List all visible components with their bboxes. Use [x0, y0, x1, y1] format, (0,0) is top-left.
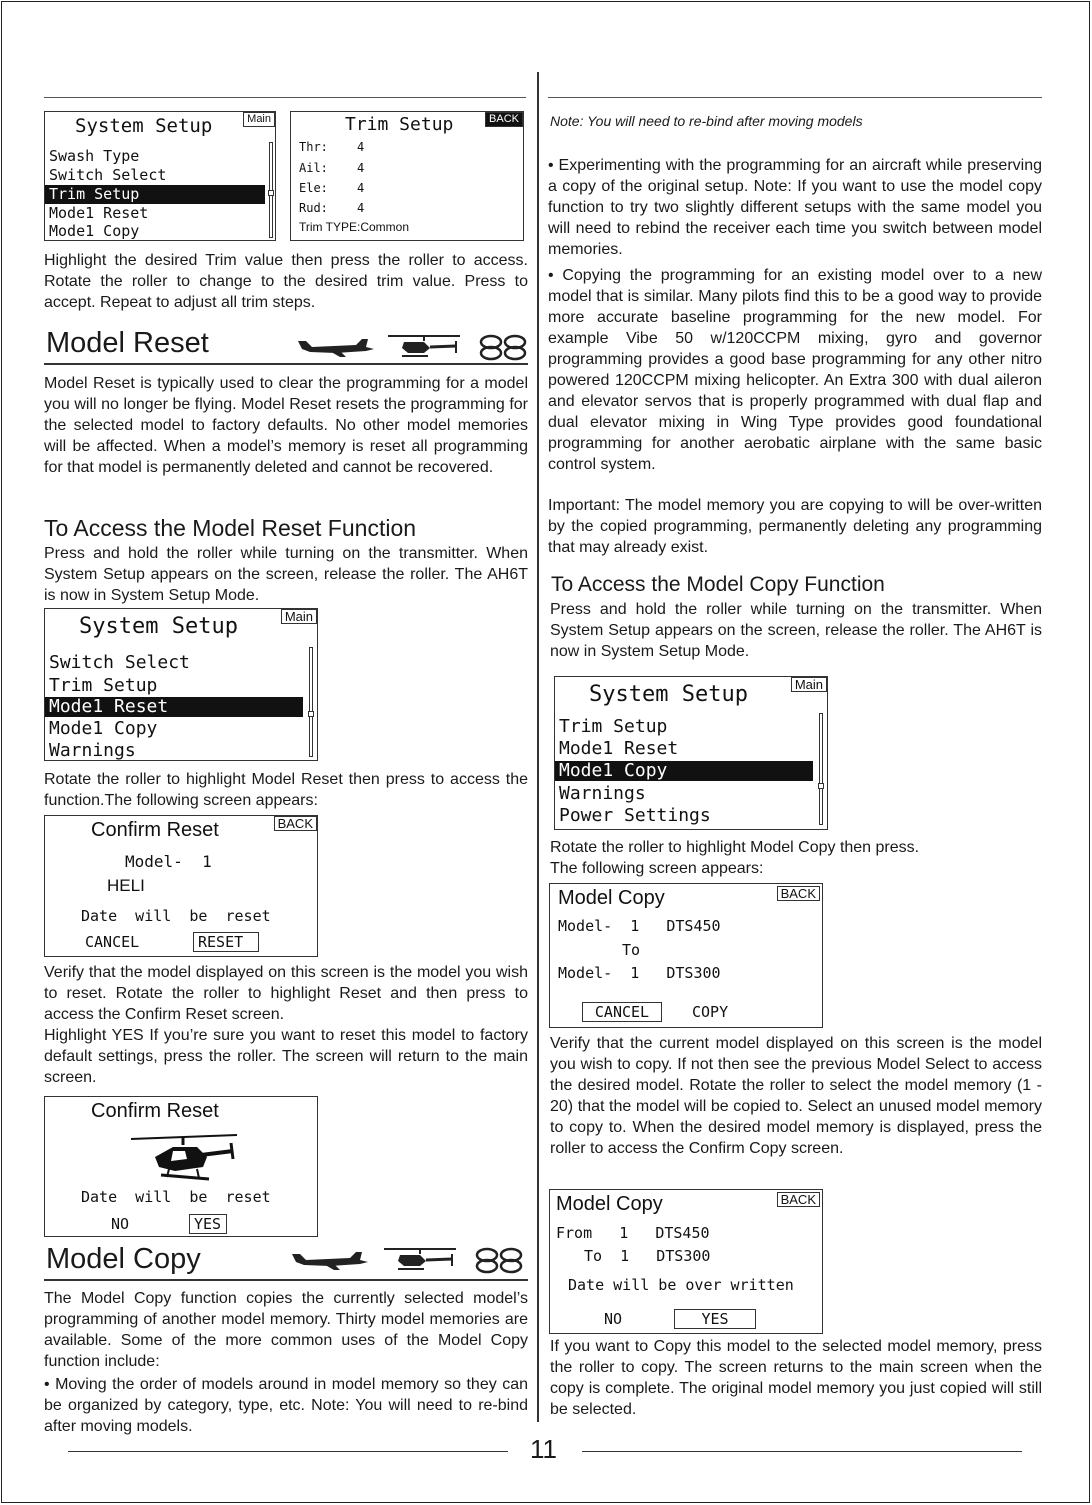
menu-item: Switch Select [49, 652, 190, 673]
no-option: NO [604, 1310, 623, 1328]
to-label: To [622, 941, 641, 959]
system-setup-screen-1 [44, 111, 276, 241]
model-reset-rotate-text: Rotate the roller to highlight Model Reset then press to access the function.The following screen appears: [44, 771, 528, 809]
source-model: Model- 1 DTS450 [558, 917, 721, 935]
menu-item: Warnings [49, 740, 136, 761]
trim-label-ele: Ele: [299, 181, 328, 195]
model-reset-access-text: Press and hold the roller while turning on the transmitter. When System Setup appears on the screen, release the roller. The AH6T is now in System Setup Mode. [44, 545, 528, 604]
trim-description: Highlight the desired Trim value then press the roller to access. Rotate the roller to change to the desired trim value. Press to accept. Repeat to adjust all trim steps. [44, 252, 528, 311]
menu-item: Mode1 Reset [559, 738, 679, 759]
confirm-reset-screen-1 [44, 815, 318, 957]
rebind-note: Note: You will need to re-bind after moving models [550, 113, 863, 129]
back-tag: BACK [485, 112, 523, 127]
screen-title: System Setup [589, 682, 748, 707]
model-copy-access-heading: To Access the Model Copy Function [551, 573, 885, 596]
screen-title: System Setup [79, 614, 238, 639]
menu-item: Trim Setup [559, 716, 668, 737]
model-copy-rotate-text [550, 837, 1042, 879]
model-copy-bullet-3: • Copying the programming for an existing model over to a new model that is similar. Many pilots find this to be a good way to provide more accurate baseline programming for the new model. For example Vibe 50 w/120CCPM mixing, gyro and governor programming provides a good base programming for any other nitro powered 120CCPM mixing helicopter. An Extra 300 with dual aileron and elevator servos that is properly programmed with dual flap and dual elevator mixing in Wing Type provides good foundational programming for another aerobatic airplane with the same basic control system. [548, 267, 1042, 473]
main-tag: Main [791, 677, 827, 692]
screen-title: Trim Setup [345, 114, 454, 135]
menu-item: Swash Type [49, 147, 140, 165]
model-copy-bullet-1: • Moving the order of models around in model memory so they can be organized by category, type, etc. Note: You will need to re-bind after moving models. [44, 1376, 528, 1435]
verify-paragraph-2: Highlight YES If you’re sure you want to reset this model to factory default settings, press the roller. The screen will return to the main screen. [44, 1027, 528, 1086]
main-tag: Main [281, 609, 317, 624]
helicopter-graphic-icon [125, 1131, 243, 1187]
model-reset-intro: Model Reset is typically used to clear the programming for a model you will no longer be flying. Model Reset resets the programming for the selected model to factory defaults. No other model memories will be affected. When a model’s memory is reset all programming for that model is permanently deleted and cannot be recovered. [44, 375, 528, 476]
reset-warning: Date will be reset [81, 1188, 271, 1206]
back-tag: BACK [274, 816, 317, 831]
scroll-knob [308, 711, 314, 717]
reset-warning: Date will be reset [81, 907, 271, 925]
system-setup-screen-2 [44, 608, 318, 761]
reset-option: RESET [193, 932, 259, 952]
menu-item: Warnings [559, 783, 646, 804]
trim-label-ail: Ail: [299, 161, 328, 175]
scrollbar [819, 713, 823, 825]
scrollbar [309, 647, 313, 757]
model-copy-underline [44, 1279, 528, 1281]
menu-item: Mode1 Copy [49, 222, 140, 240]
target-model: Model- 1 DTS300 [558, 964, 721, 982]
screen-title: System Setup [75, 115, 213, 137]
quadcopter-icon [478, 333, 528, 361]
model-copy-verify-text: Verify that the current model displayed on this screen is the model you wish to copy. If not then see the previous Model Select to access the desired model. Rotate the roller to select the model memory (1 - 20) that the model will be copied to. Select an unused model memory to copy to. When the desired model memory is displayed, press the roller to access the Confirm Copy screen. [550, 1035, 1042, 1157]
top-rule-right [548, 97, 1042, 98]
footer-rule-left [68, 1451, 508, 1452]
page-number: 11 [530, 1434, 557, 1464]
column-divider [537, 72, 539, 1422]
confirm-reset-screen-2 [44, 1096, 318, 1237]
model-reset-access-heading: To Access the Model Reset Function [44, 515, 417, 541]
yes-option: YES [189, 1214, 227, 1234]
airplane-icon [296, 335, 376, 359]
trim-value-ele: 4 [357, 181, 365, 195]
yes-option: YES [674, 1309, 756, 1329]
model-copy-screen-1 [549, 883, 823, 1028]
scroll-knob [268, 190, 274, 196]
menu-item-selected: Mode1 Copy [555, 761, 813, 781]
trim-setup-screen [290, 111, 524, 241]
back-tag: BACK [777, 886, 820, 901]
model-copy-bullet-2: • Experimenting with the programming for an aircraft while preserving a copy of the original setup. Note: If you want to use the model copy function to try two slightly different setups with the same model you will need to rebind the receiver each time you switch between model memories. [548, 157, 1042, 258]
model-copy-heading: Model Copy [46, 1243, 201, 1275]
footer-rule-right [582, 1451, 1022, 1452]
scroll-knob [818, 783, 824, 789]
model-reset-underline [44, 363, 528, 365]
model-copy-intro: The Model Copy function copies the currently selected model’s programming of another model memory. Thirty model memories are available. Some of the more common uses of the Model Copy function include: [44, 1290, 528, 1370]
back-tag: BACK [777, 1192, 820, 1207]
model-copy-screen-2 [549, 1189, 823, 1334]
trim-value-ail: 4 [357, 161, 365, 175]
menu-item: Mode1 Copy [49, 718, 158, 739]
main-tag: Main [243, 112, 275, 127]
overwrite-warning: Date will be over written [568, 1276, 794, 1294]
trim-value-thr: 4 [357, 140, 365, 154]
menu-item: Mode1 Reset [49, 204, 149, 222]
rotate-line-2: The following screen appears: [550, 860, 764, 877]
from-model: From 1 DTS450 [556, 1224, 710, 1242]
model-type: HELI [107, 876, 145, 895]
cancel-option: CANCEL [582, 1002, 662, 1022]
to-model: To 1 DTS300 [584, 1247, 711, 1265]
menu-item-selected: Mode1 Reset [45, 697, 303, 717]
helicopter-icon [380, 1246, 460, 1272]
verify-paragraph-1: Verify that the model displayed on this screen is the model you wish to reset. Rotate the roller to highlight Reset and then press to access the Confirm Reset screen. [44, 964, 528, 1023]
top-rule-left [44, 97, 526, 98]
screen-title: Model Copy [556, 1193, 663, 1215]
model-reset-heading: Model Reset [46, 327, 209, 359]
menu-item: Switch Select [49, 166, 167, 184]
screen-title: Confirm Reset [91, 1100, 219, 1122]
trim-label-rud: Rud: [299, 201, 328, 215]
model-reset-verify-text [44, 962, 528, 1088]
screen-title: Model Copy [558, 887, 665, 909]
model-copy-final-text: If you want to Copy this model to the selected model memory, press the roller to copy. The screen returns to the main screen when the copy is complete. The original model memory you just copied will still be selected. [550, 1338, 1042, 1418]
helicopter-icon [384, 333, 464, 359]
airplane-icon [290, 1248, 370, 1272]
rotate-line-1: Rotate the roller to highlight Model Copy then press. [550, 839, 920, 856]
screen-title: Confirm Reset [91, 819, 219, 841]
quadcopter-icon [474, 1246, 524, 1274]
model-copy-access-text: Press and hold the roller while turning on the transmitter. When System Setup appears on the screen, release the roller. The AH6T is now in System Setup Mode. [550, 601, 1042, 660]
trim-value-rud: 4 [357, 201, 365, 215]
copy-option: COPY [692, 1003, 729, 1021]
trim-type: Trim TYPE:Common [299, 220, 410, 234]
menu-item: Trim Setup [49, 675, 158, 696]
system-setup-screen-3 [554, 676, 828, 830]
cancel-option: CANCEL [85, 933, 140, 951]
model-copy-important: Important: The model memory you are copying to will be over-written by the copied programming, permanently deleting any programming that may already exist. [548, 497, 1042, 556]
model-number: Model- 1 [125, 852, 212, 871]
trim-label-thr: Thr: [299, 140, 328, 154]
menu-item-selected: Trim Setup [45, 185, 265, 204]
no-option: NO [111, 1215, 130, 1233]
menu-item: Power Settings [559, 805, 711, 826]
